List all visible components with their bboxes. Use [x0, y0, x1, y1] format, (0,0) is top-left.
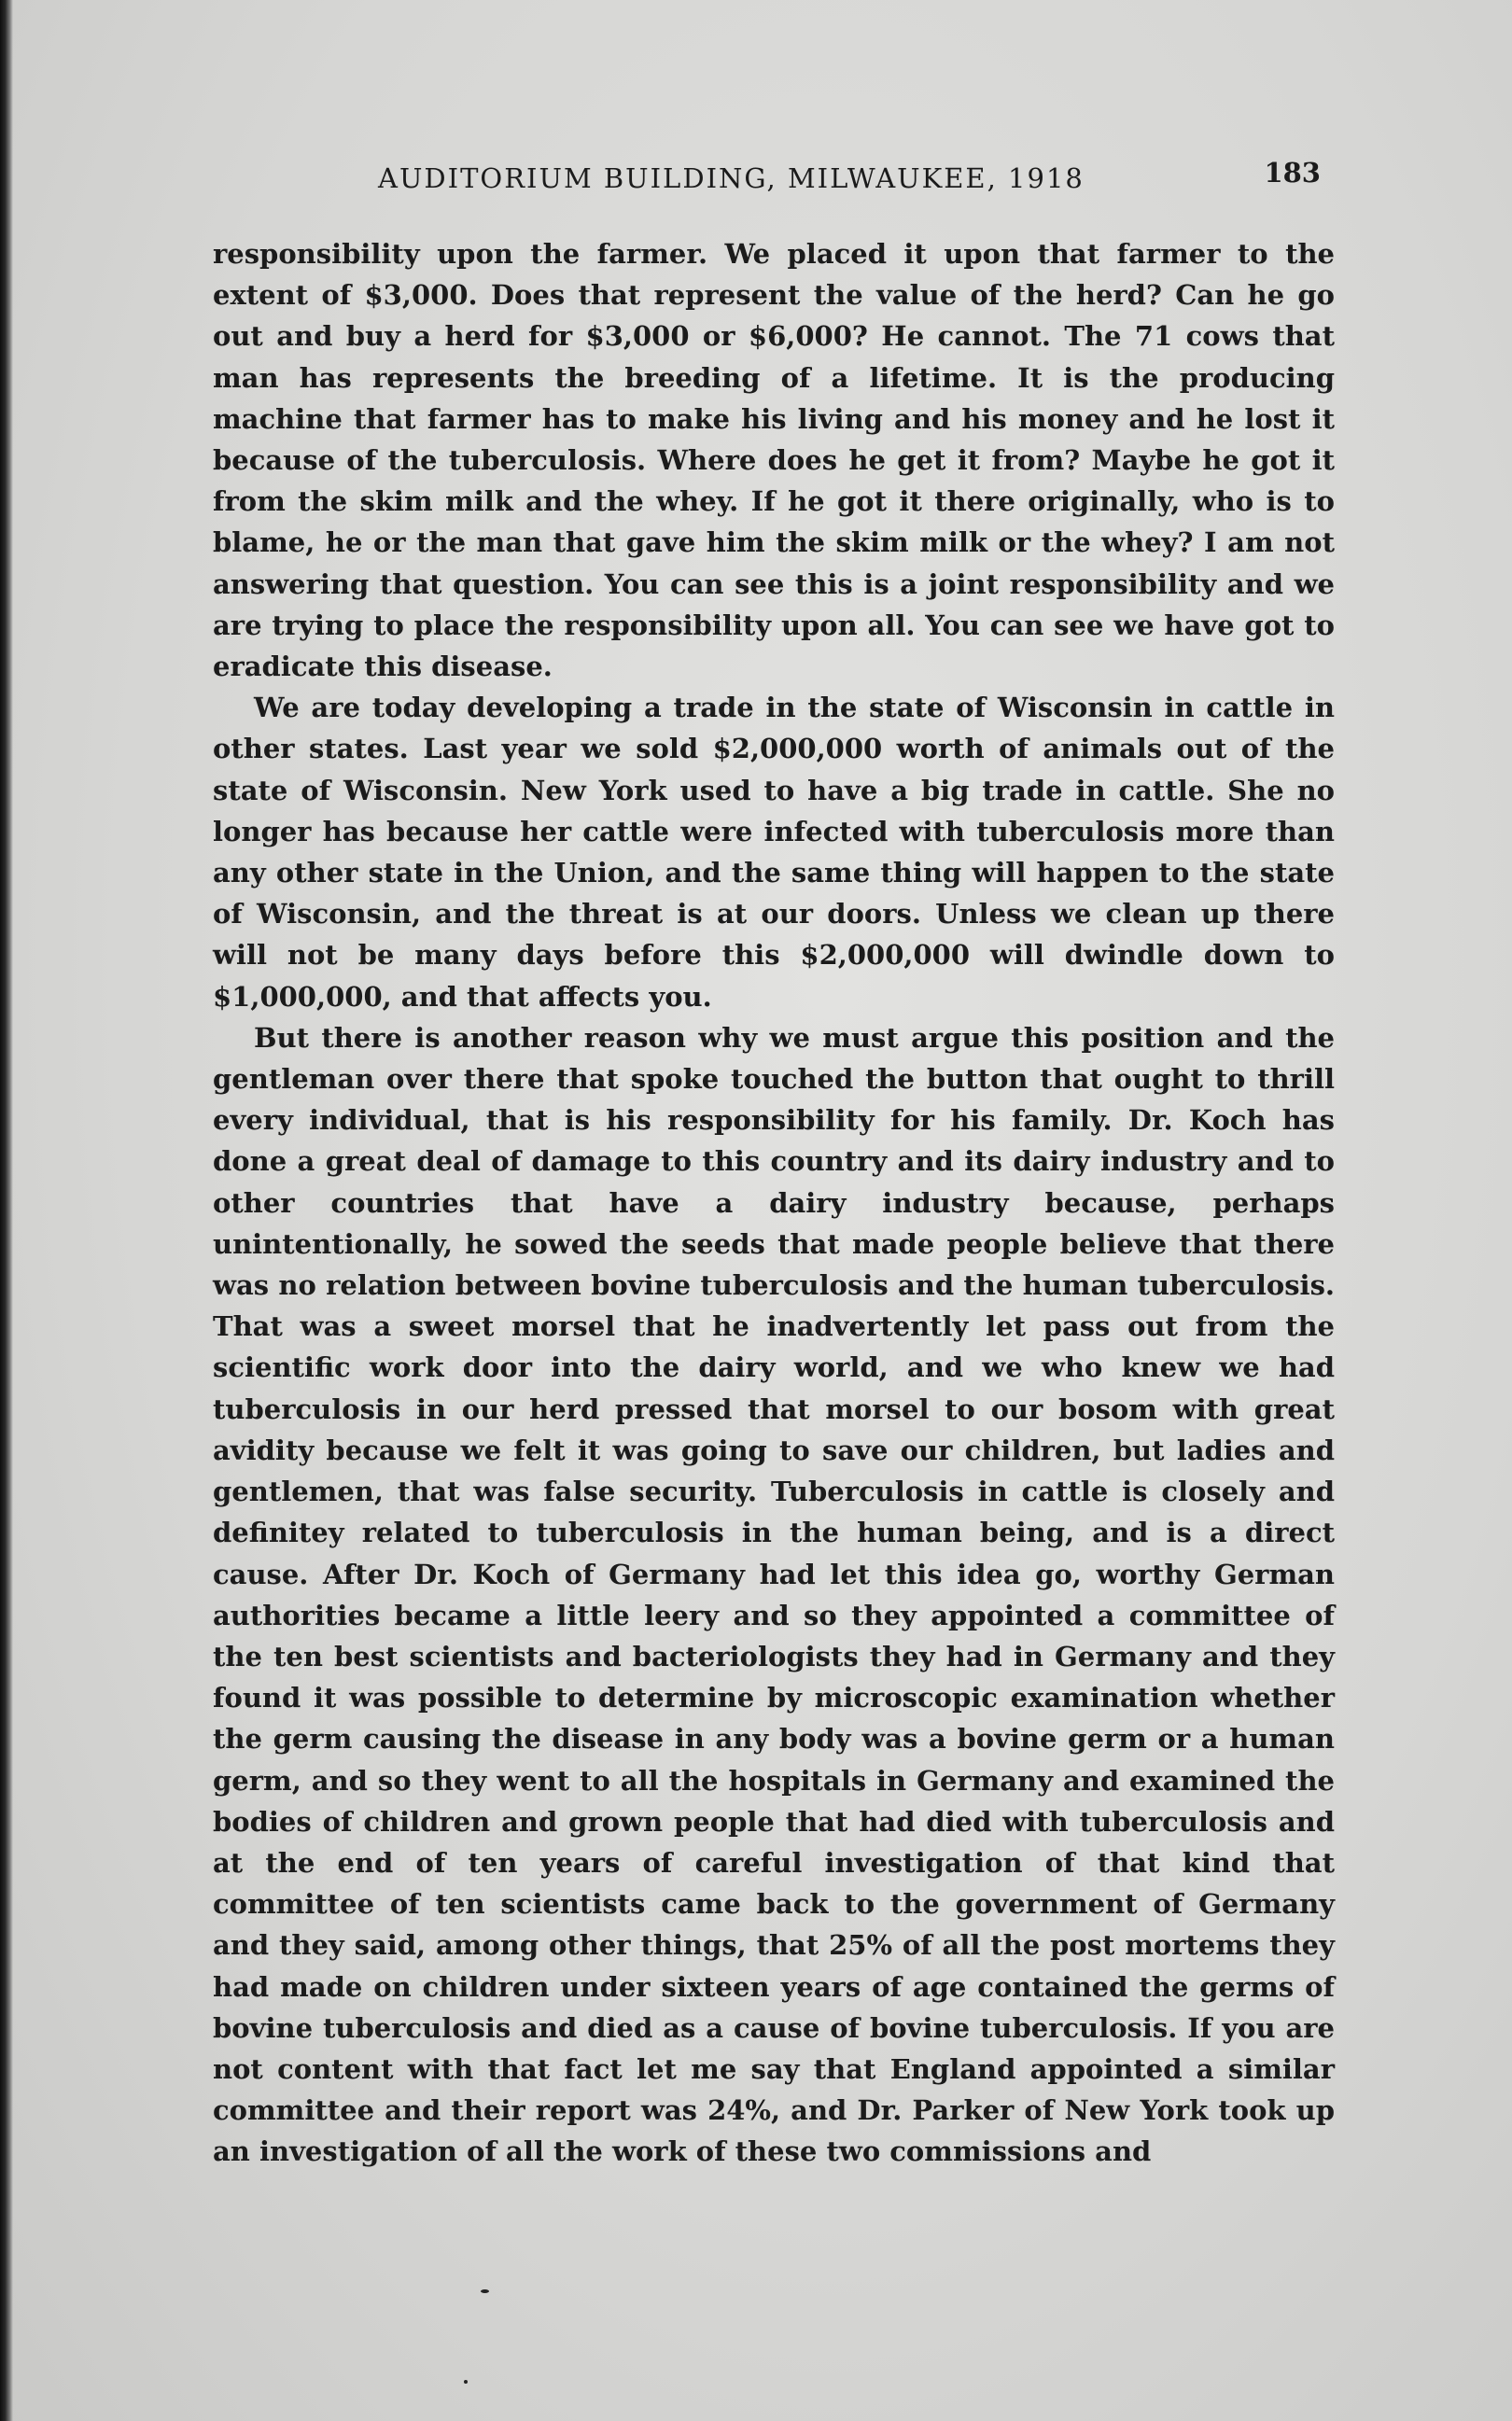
- body-text: [213, 233, 1335, 2173]
- ink-speck: [481, 2289, 489, 2293]
- running-header: [219, 157, 1321, 203]
- book-binding-edge: [0, 0, 13, 2421]
- running-title: AUDITORIUM BUILDING, MILWAUKEE, 1918: [378, 162, 1085, 194]
- paragraph-3: But there is another reason why we must argue this position and the gentleman over there that spoke touched the button that ought to thrill every individual, that is his responsibility for his family. Dr. Koch has done a great deal of damage to this country and its dairy industry and to other countries that have a dairy industry because, perhaps unintentionally, he sowed the seeds that made people believe that there was no relation between bovine tuberculosis and the human tuberculosis. That was a sweet morsel that he inadvertently let pass out from the scientific work door into the dairy world, and we who knew we had tuberculosis in our herd pressed that morsel to our bosom with great avidity because we felt it was going to save our children, but ladies and gentlemen, that was false security. Tuberculosis in cattle is closely and definitey related to tuberculosis in the human being, and is a direct cause. After Dr. Koch of Germany had let this idea go, worthy German authorities became a little leery and so they appointed a committee of the ten best scientists and bacteriologists they had in Germany and they found it was possible to determine by microscopic examination whether the germ causing the disease in any body was a bovine germ or a human germ, and so they went to all the hospitals in Germany and examined the bodies of children and grown people that had died with tuberculosis and at the end of ten years of careful investigation of that kind that committee of ten scientists came back to the government of Germany and they said, among other things, that 25% of all the post mortems they had made on children under sixteen years of age contained the germs of bovine tuberculosis and died as a cause of bovine tuberculosis. If you are not content with that fact let me say that England appointed a similar committee and their report was 24%, and Dr. Parker of New York took up an investigation of all the work of these two commissions and: [213, 1021, 1335, 2168]
- ink-speck: [464, 2380, 468, 2384]
- paragraph-2: We are today developing a trade in the state of Wisconsin in cattle in other states. Last year we sold $2,000,000 worth of animals out of the state of Wisconsin. New York used to have a big trade in cattle. She no longer has because her cattle were infected with tuberculosis more than any other state in the Union, and the same thing will happen to the state of Wisconsin, and the threat is at our doors. Unless we clean up there will not be many days before this $2,000,000 will dwindle down to $1,000,000, and that affects you.: [213, 692, 1335, 1013]
- paragraph-1: responsibility upon the farmer. We placed it upon that farmer to the extent of $3,000. Does that represent the value of the herd? Can he go out and buy a herd for $3,000 or $6,000? He cannot. The 71 cows that man has represents the breeding of a lifetime. It is the producing machine that farmer has to make his living and his money and he lost it because of the tuberculosis. Where does he get it from? Maybe he got it from the skim milk and the whey. If he got it there originally, who is to blame, he or the man that gave him the skim milk or the whey? I am not answering that question. You can see this is a joint responsibility and we are trying to place the responsibility upon all. You can see we have got to eradicate this disease.: [213, 238, 1335, 683]
- page-number: 183: [1264, 157, 1321, 189]
